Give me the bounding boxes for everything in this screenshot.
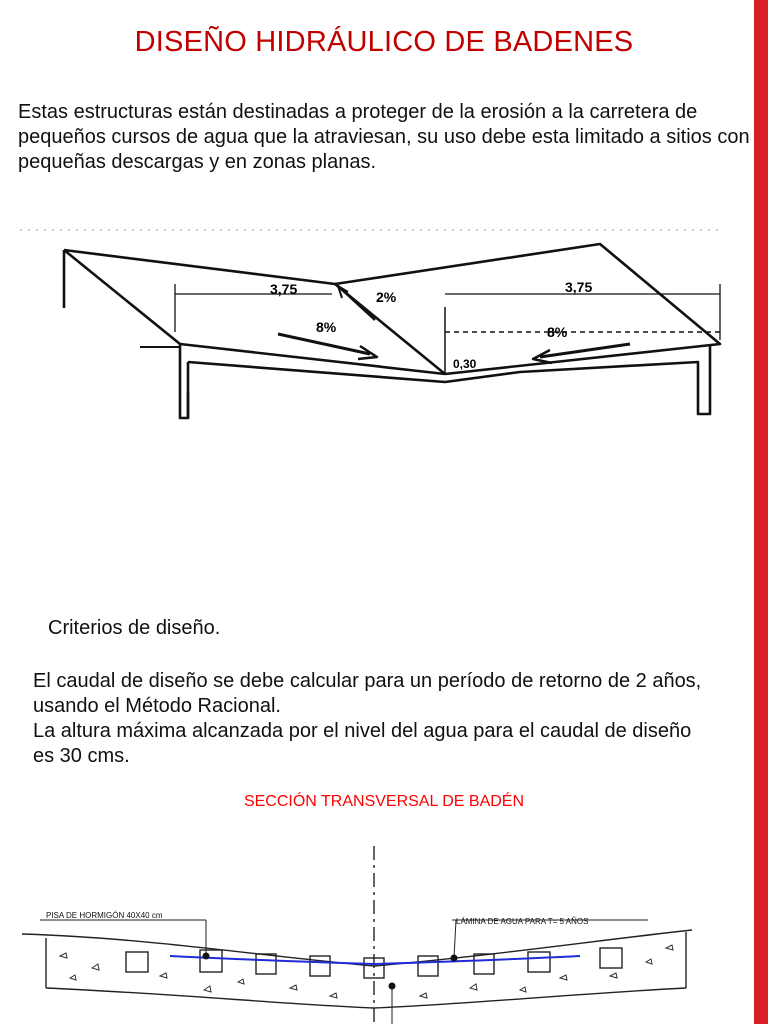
slope-top-label: 2%: [376, 289, 397, 305]
depth-label: 0,30: [453, 357, 477, 371]
criteria-heading: Criterios de diseño.: [48, 617, 221, 639]
accent-bar: [754, 0, 768, 1024]
slope-left-label: 8%: [316, 319, 337, 335]
slope-right-label: 8%: [547, 324, 568, 340]
criteria-line: usando el Método Racional.: [33, 695, 281, 717]
water-marker: [451, 955, 458, 962]
intro-line: pequeños cursos de agua que la atraviesan, su uso debe esta limitado a sitios con: [18, 126, 750, 148]
water-line: [170, 956, 580, 964]
section-title: SECCIÓN TRANSVERSAL DE BADÉN: [243, 793, 525, 810]
intro-line: Estas estructuras están destinadas a proteger de la erosión a la carretera de: [18, 101, 698, 123]
intro-paragraph: [18, 100, 750, 175]
criteria-line: El caudal de diseño se debe calcular para un período de retorno de 2 años,: [33, 670, 702, 692]
water-label: LÁMINA DE AGUA PARA T= 5 AÑOS: [456, 917, 589, 926]
dim-right-label: 3,75: [565, 279, 593, 295]
pisa-label: PISA DE HORMIGÓN 40X40 cm: [46, 911, 163, 920]
page-title: DISEÑO HIDRÁULICO DE BADENES: [134, 26, 634, 58]
baden-isometric-diagram: [20, 222, 740, 422]
concrete-aggregate: [60, 945, 673, 998]
axis-marker: [389, 983, 396, 990]
pisa-marker: [203, 953, 210, 960]
dim-left-label: 3,75: [270, 281, 298, 297]
criteria-paragraph: [33, 669, 748, 769]
baden-cross-section: [0, 838, 752, 1024]
criteria-line: La altura máxima alcanzada por el nivel del agua para el caudal de diseño: [33, 720, 692, 742]
criteria-line: es 30 cms.: [33, 745, 130, 767]
intro-line: pequeñas descargas y en zonas planas.: [18, 151, 377, 173]
